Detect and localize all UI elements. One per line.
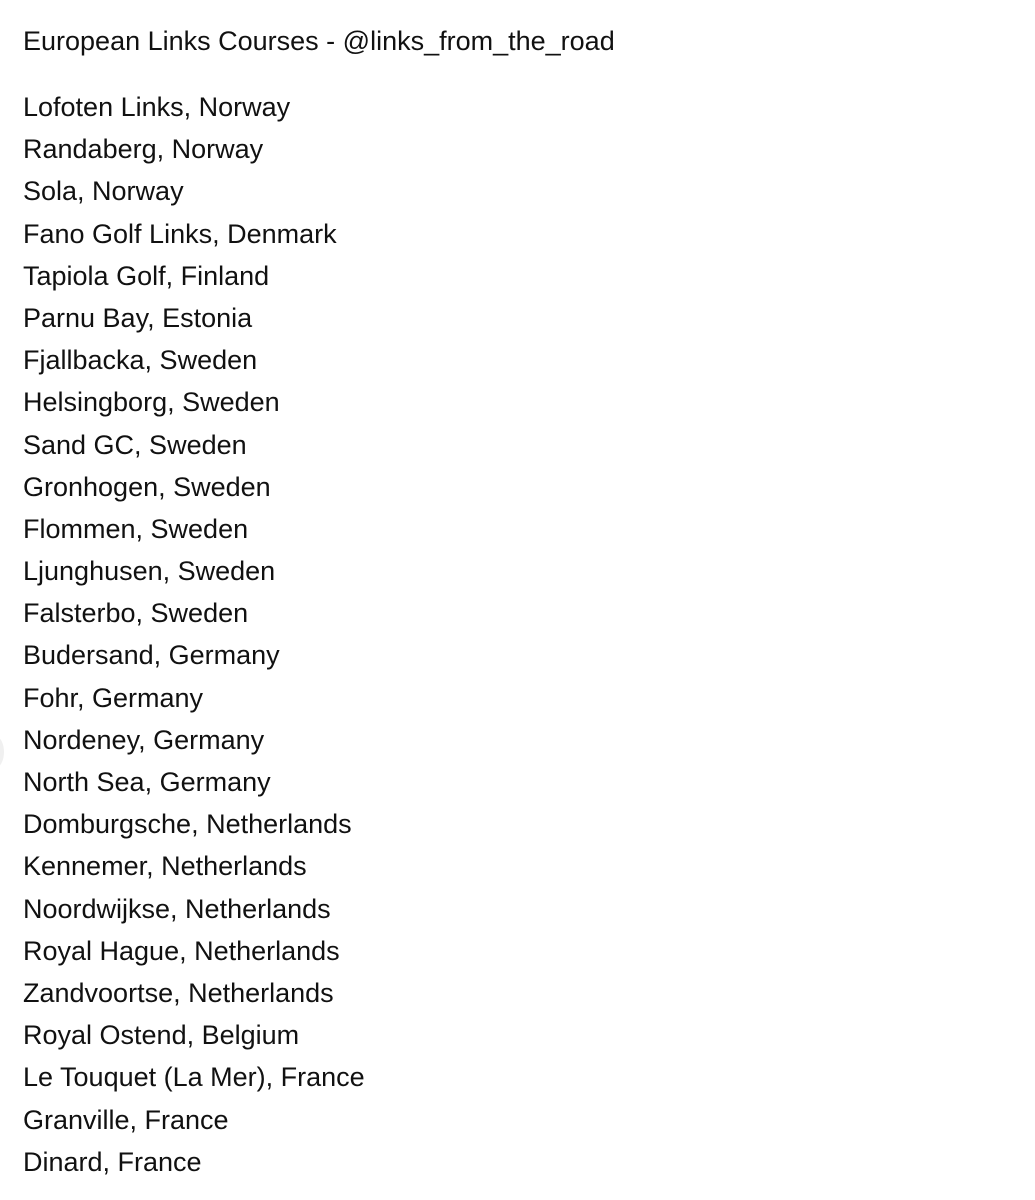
list-item: Dinard, France xyxy=(23,1146,202,1177)
list-item: Zandvoortse, Netherlands xyxy=(23,977,334,1008)
list-item: North Sea, Germany xyxy=(23,767,271,797)
list-item: Le Touquet (La Mer), France xyxy=(23,1062,365,1093)
list-item: Tapiola Golf, Finland xyxy=(23,260,270,291)
list-item: Noordwijkse, Netherlands xyxy=(23,893,331,924)
list-item: Sand GC, Sweden xyxy=(23,429,247,460)
list-item: Falsterbo, Sweden xyxy=(23,598,249,629)
list-item: Nordeney, Germany xyxy=(23,724,265,755)
list-item: Helsingborg, Sweden xyxy=(23,387,280,418)
list-item: Granville, France xyxy=(23,1104,229,1135)
list-item: Ljunghusen, Sweden xyxy=(23,556,276,587)
list-item: Domburgsche, Netherlands xyxy=(23,809,352,840)
list-item: Fano Golf Links, Denmark xyxy=(23,218,337,249)
list-item: Parnu Bay, Estonia xyxy=(23,302,253,333)
document-body xyxy=(23,22,1035,1183)
list-item: Fohr, Germany xyxy=(23,682,204,713)
list-item: Royal Ostend, Belgium xyxy=(23,1020,300,1051)
list-item: Randaberg, Norway xyxy=(23,134,264,165)
list-item: Sola, Norway xyxy=(23,176,184,207)
course-list xyxy=(23,86,1035,1183)
list-item: Budersand, Germany xyxy=(23,640,280,671)
list-item: Flommen, Sweden xyxy=(23,513,249,544)
document-title: European Links Courses - @links_from_the_road xyxy=(23,26,615,56)
list-item: Royal Hague, Netherlands xyxy=(23,935,340,966)
list-item: Lofoten Links, Norway xyxy=(23,92,291,122)
list-item: Gronhogen, Sweden xyxy=(23,471,271,502)
list-item: Kennemer, Netherlands xyxy=(23,851,307,882)
edge-scroll-handle xyxy=(0,736,4,768)
list-item: Fjallbacka, Sweden xyxy=(23,345,258,376)
